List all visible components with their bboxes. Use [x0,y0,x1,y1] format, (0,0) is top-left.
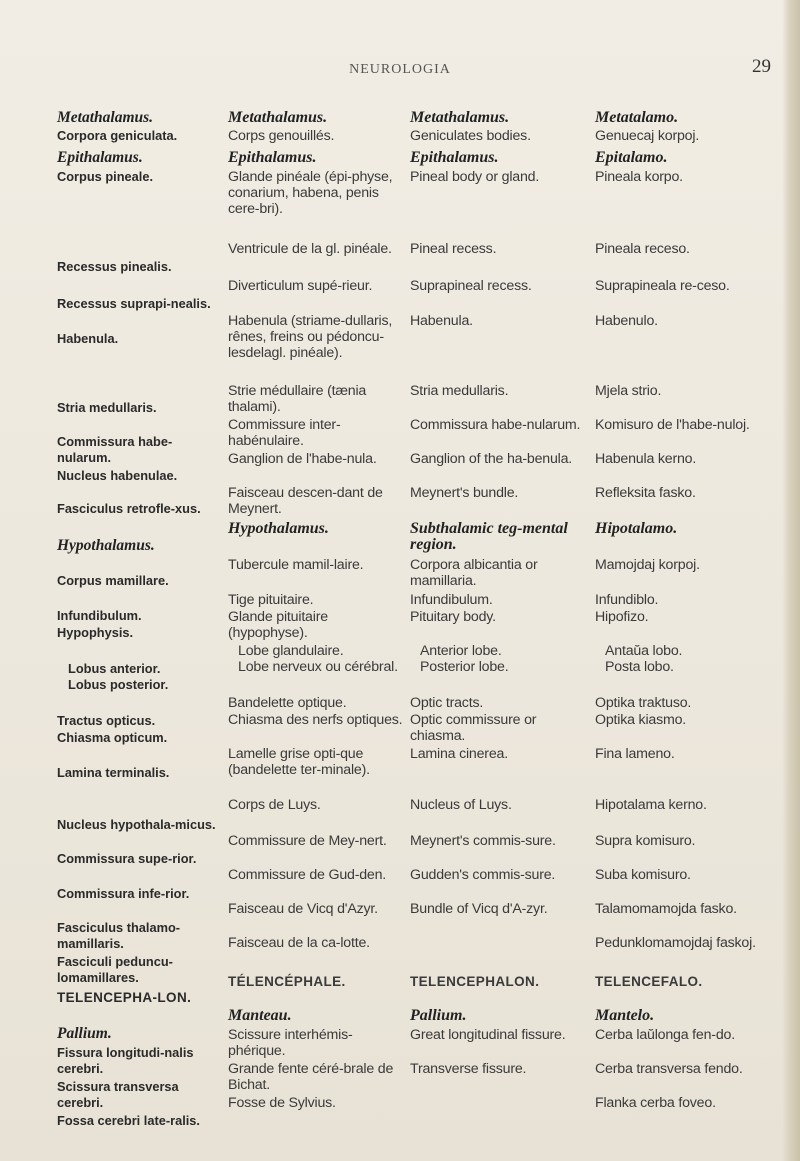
term-latin: Habenula. [57,331,119,346]
term-english: Gudden's commis-sure. [410,867,556,883]
term-esperanto: Mamojdaj korpoj. [595,557,700,573]
term-english: Meynert's commis-sure. [410,833,556,849]
term-english: Optic commissure or chiasma. [410,712,537,744]
term-latin: Commissura supe-rior. [57,851,197,866]
term-english: Infundibulum. [410,592,493,608]
term-english: TELENCEPHALON. [410,974,540,989]
term-english: Great longitudinal fissure. [410,1027,566,1043]
page-edge-shadow [782,0,800,1161]
term-latin: Fasciculi peduncu-lomamillares. [57,954,173,985]
term-esperanto: Cerba laŭlonga fen-do. [595,1027,735,1043]
term-esperanto: Cerba transversa fendo. [595,1061,743,1077]
term-english: Stria medullaris. [410,383,509,399]
term-french: Bandelette optique. [228,695,347,711]
term-esperanto: Infundiblo. [595,592,659,608]
term-english: Bundle of Vicq d'A-zyr. [410,901,548,917]
term-french: Commissure inter-habénulaire. [228,417,341,449]
term-french: Corps de Luys. [228,797,321,813]
term-french: Lobe glandulaire. [238,643,344,659]
term-esperanto: Supra komisuro. [595,833,696,849]
term-english: Habenula. [410,313,473,329]
term-latin: Fossa cerebri late-ralis. [57,1113,200,1128]
term-french: Chiasma des nerfs optiques. [228,712,403,728]
term-esperanto: Genuecaj korpoj. [595,128,700,144]
term-french: Scissure interhémis-phérique. [228,1027,353,1059]
term-french: Tubercule mamil-laire. [228,557,364,573]
term-french: Faisceau de Vicq d'Azyr. [228,901,378,917]
term-esperanto: Hipotalama kerno. [595,797,707,813]
term-french: Commissure de Gud-den. [228,867,387,883]
term-esperanto: Komisuro de l'habe-nuloj. [595,417,750,433]
term-french: Glande pituitaire (hypophyse). [228,609,328,641]
term-french: Fosse de Sylvius. [228,1095,336,1111]
term-esperanto: Hipofizo. [595,609,649,625]
term-latin: Hypophysis. [57,625,134,640]
term-esperanto: Pedunklomamojdaj faskoj. [595,935,756,951]
term-latin: Corpus mamillare. [57,573,169,588]
term-english: Ganglion of the ha-benula. [410,451,573,467]
term-english: Pineal recess. [410,241,497,257]
term-english: Transverse fissure. [410,1061,527,1077]
term-french: Ventricule de la gl. pinéale. [228,241,392,257]
term-french: Hypothalamus. [228,520,329,537]
term-esperanto: Optika traktuso. [595,695,692,711]
term-french: Corps genouillés. [228,128,335,144]
term-latin: Recessus pinealis. [57,259,172,274]
term-french: Ganglion de l'habe-nula. [228,451,377,467]
term-esperanto: Hipotalamo. [595,520,678,537]
term-english: Nucleus of Luys. [410,797,512,813]
term-latin: Nucleus hypothala-micus. [57,817,216,832]
term-french: Commissure de Mey-nert. [228,833,387,849]
term-english: Pituitary body. [410,609,496,625]
term-french: Strie médullaire (tænia thalami). [228,383,367,415]
term-esperanto: Refleksita fasko. [595,485,696,501]
term-english: Anterior lobe. [420,643,502,659]
term-latin: Fissura longitudi-nalis cerebri. [57,1045,194,1076]
term-latin: Scissura transversa cerebri. [57,1079,179,1110]
term-french: Grande fente céré-brale de Bichat. [228,1061,394,1093]
term-latin: Lobus posterior. [68,677,169,692]
term-english: Lamina cinerea. [410,746,508,762]
term-esperanto: Mantelo. [595,1007,655,1024]
term-esperanto: Flanka cerba foveo. [595,1095,716,1111]
term-esperanto: Suprapineala re-ceso. [595,278,730,294]
term-esperanto: Optika kiasmo. [595,712,687,728]
term-esperanto: TELENCEFALO. [595,974,703,989]
term-french: Tige pituitaire. [228,592,314,608]
term-french: Metathalamus. [228,109,328,126]
term-latin: Fasciculus thalamo-mamillaris. [57,920,181,951]
term-english: Pallium. [410,1007,467,1024]
term-esperanto: Antaŭa lobo. [605,643,683,659]
term-latin: Corpus pineale. [57,169,153,184]
term-french: TÉLENCÉPHALE. [228,974,346,989]
term-english: Suprapineal recess. [410,278,532,294]
term-latin: Lobus anterior. [68,661,161,676]
term-english: Pineal body or gland. [410,169,540,185]
term-esperanto: Metatalamo. [595,109,679,126]
running-head: NEUROLOGIA [349,62,451,77]
term-english: Subthalamic teg-mental region. [410,520,568,553]
term-esperanto: Pineala korpo. [595,169,683,185]
term-french: Glande pinéale (épi-physe, conarium, habena, penis cere-bri). [228,169,393,217]
term-french: Epithalamus. [228,149,317,166]
term-english: Posterior lobe. [420,659,509,675]
term-latin: Metathalamus. [57,109,154,126]
term-latin: Corpora geniculata. [57,128,178,143]
term-latin: Fasciculus retrofle-xus. [57,501,201,516]
term-french: Faisceau de la ca-lotte. [228,935,370,951]
term-esperanto: Fina lameno. [595,746,675,762]
term-english: Epithalamus. [410,149,499,166]
term-esperanto: Suba komisuro. [595,867,691,883]
term-english: Geniculates bodies. [410,128,531,144]
term-latin: Pallium. [57,1025,112,1042]
term-latin: Hypothalamus. [57,537,155,554]
term-french: Lobe nerveux ou cérébral. [238,659,398,675]
term-esperanto: Epitalamo. [595,149,668,166]
term-french: Faisceau descen-dant de Meynert. [228,485,383,517]
term-latin: Chiasma opticum. [57,730,168,745]
term-french: Diverticulum supé-rieur. [228,278,373,294]
term-latin: Lamina terminalis. [57,765,170,780]
term-latin: Nucleus habenulae. [57,468,178,483]
term-french: Manteau. [228,1007,292,1024]
term-esperanto: Talamomamojda fasko. [595,901,737,917]
term-esperanto: Habenula kerno. [595,451,697,467]
term-esperanto: Posta lobo. [605,659,674,675]
term-english: Metathalamus. [410,109,510,126]
term-latin: TELENCEPHA-LON. [57,990,192,1005]
term-latin: Infundibulum. [57,608,142,623]
term-esperanto: Pineala receso. [595,241,690,257]
term-latin: Recessus suprapi-nealis. [57,296,211,311]
term-english: Meynert's bundle. [410,485,519,501]
term-english: Optic tracts. [410,695,484,711]
term-latin: Epithalamus. [57,149,143,166]
term-latin: Tractus opticus. [57,713,156,728]
term-french: Habenula (striame-dullaris, rênes, freins ou pédoncu-lesdelagl. pinéale). [228,313,393,361]
page-number: 29 [752,56,771,77]
term-latin: Commissura infe-rior. [57,886,190,901]
term-latin: Stria medullaris. [57,400,157,415]
term-esperanto: Habenulo. [595,313,658,329]
term-latin: Commissura habe-nularum. [57,434,173,465]
term-english: Corpora albicantia or mamillaria. [410,557,538,589]
term-esperanto: Mjela strio. [595,383,662,399]
term-english: Commissura habe-nularum. [410,417,581,433]
term-french: Lamelle grise opti-que (bandelette ter-minale). [228,746,370,778]
